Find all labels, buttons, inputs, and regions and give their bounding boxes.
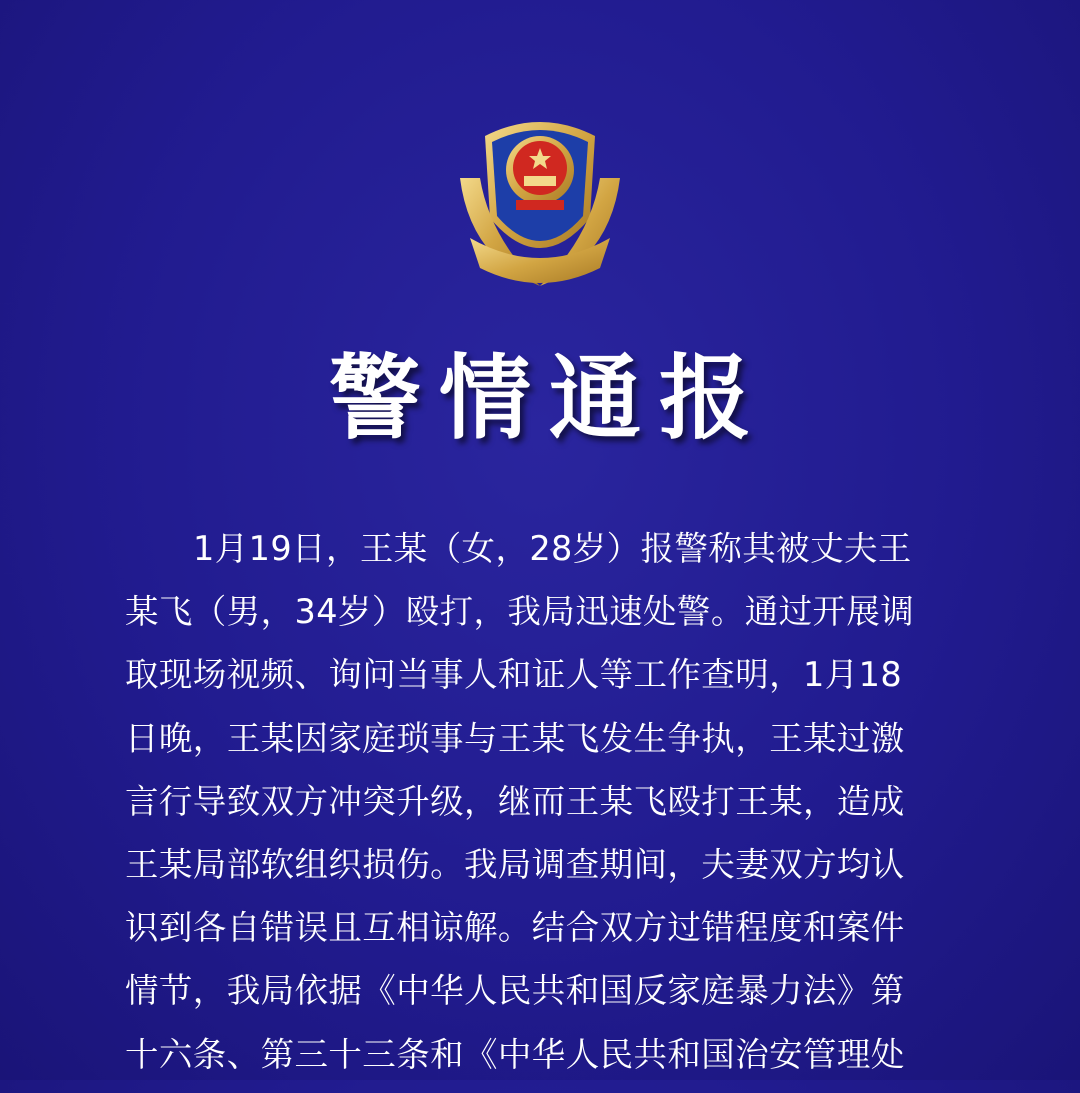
body-line: 日晚，王某因家庭琐事与王某飞发生争执，王某过激 xyxy=(125,718,905,758)
body-line: 某飞（男，34岁）殴打，我局迅速处警。通过开展调 xyxy=(125,592,915,632)
body-line: 情节，我局依据《中华人民共和国反家庭暴力法》第 xyxy=(125,971,905,1011)
police-emblem xyxy=(450,108,630,298)
body-line: 王某局部软组织损伤。我局调查期间，夫妻双方均认 xyxy=(125,844,905,884)
page-title: 警情通报 xyxy=(328,345,769,452)
notice-body xyxy=(125,524,965,1093)
body-line: 识到各自错误且互相谅解。结合双方过错程度和案件 xyxy=(125,908,905,948)
body-line: 十六条、第三十三条和《中华人民共和国治安管理处 xyxy=(125,1034,905,1074)
body-line: 1月19日，王某（女，28岁）报警称其被丈夫王 xyxy=(193,529,912,568)
body-line: 取现场视频、询问当事人和证人等工作查明，1月18 xyxy=(125,655,903,695)
body-line: 言行导致双方冲突升级，继而王某飞殴打王某，造成 xyxy=(125,781,905,821)
